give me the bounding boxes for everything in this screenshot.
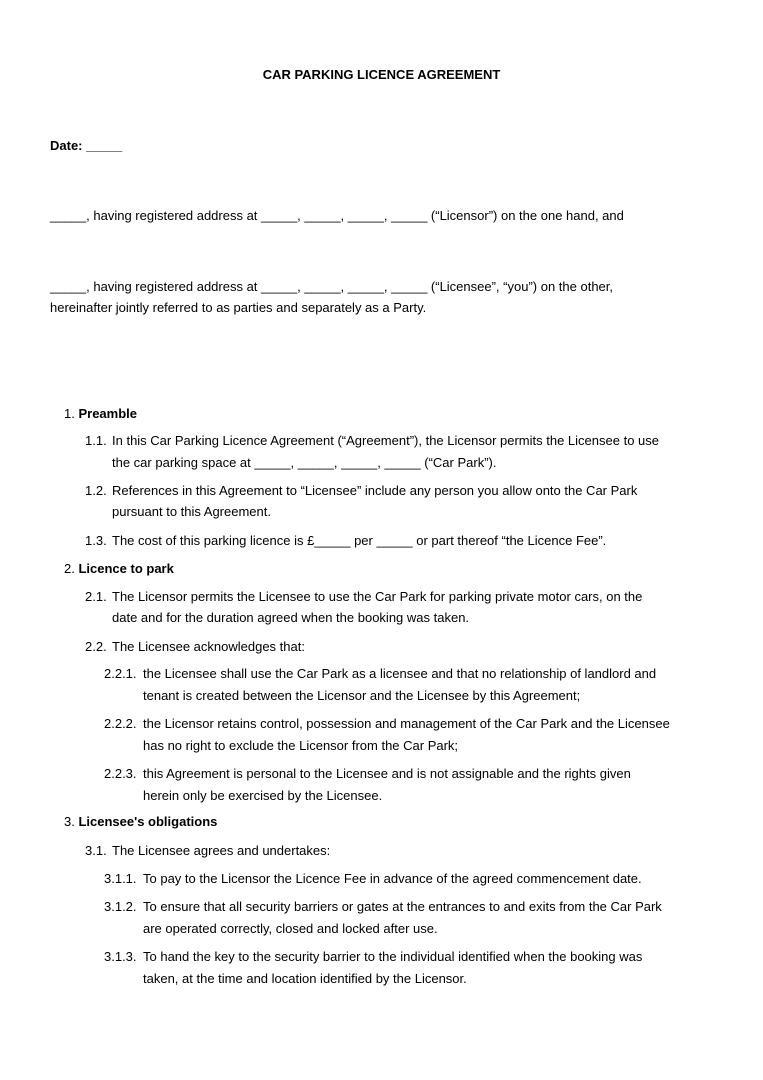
clause-1-1-line-2: the car parking space at _____, _____, _____, _____ (“Car Park”).: [112, 455, 497, 470]
section-3-heading: [64, 811, 217, 832]
clause-2-2-1-line-1: the Licensee shall use the Car Park as a licensee and that no relationship of landlord and: [143, 666, 657, 681]
section-title: Licence to park: [78, 561, 174, 576]
clause-3-1-2-line-1: To ensure that all security barriers or gates at the entrances to and exits from the Car Park: [143, 899, 662, 914]
section-title: Preamble: [78, 406, 138, 421]
section-number: 2.: [64, 561, 75, 576]
clause-1-2-line-2: pursuant to this Agreement.: [112, 504, 271, 519]
licensee-line-2: hereinafter jointly referred to as parties and separately as a Party.: [50, 300, 427, 315]
licensor-line: _____, having registered address at _____, _____, _____, _____ (“Licensor”) on the one hand, and: [50, 208, 624, 223]
clause-1-3-line-1: The cost of this parking licence is £_____ per _____ or part thereof “the Licence Fee”.: [112, 533, 607, 548]
clause-3-1-1-line-1: To pay to the Licensor the Licence Fee in advance of the agreed commencement date.: [143, 871, 642, 886]
clause-2-2-3-num: 2.2.3.: [104, 766, 137, 781]
section-number: 3.: [64, 814, 75, 829]
clause-1-1-num: 1.1.: [85, 433, 107, 448]
clause-2-2-1-num: 2.2.1.: [104, 666, 137, 681]
clause-2-2-line-1: The Licensee acknowledges that:: [112, 639, 305, 654]
clause-1-3-num: 1.3.: [85, 533, 107, 548]
section-2-heading: [64, 558, 174, 579]
section-1-heading: [64, 403, 137, 424]
clause-1-1-line-1: In this Car Parking Licence Agreement (“Agreement”), the Licensor permits the Licensee to use: [112, 433, 659, 448]
clause-2-1-num: 2.1.: [85, 589, 107, 604]
clause-3-1-line-1: The Licensee agrees and undertakes:: [112, 843, 331, 858]
clause-2-2-2-num: 2.2.2.: [104, 716, 137, 731]
clause-3-1-1-num: 3.1.1.: [104, 871, 137, 886]
clause-2-2-3-line-2: herein only be exercised by the Licensee.: [143, 788, 383, 803]
clause-2-2-2-line-2: has no right to exclude the Licensor from the Car Park;: [143, 738, 459, 753]
licensee-line-1: _____, having registered address at _____, _____, _____, _____ (“Licensee”, “you”) on the other,: [50, 279, 613, 294]
document-title: CAR PARKING LICENCE AGREEMENT: [262, 67, 501, 82]
section-title: Licensee's obligations: [78, 814, 218, 829]
clause-2-2-1-line-2: tenant is created between the Licensor and the Licensee by this Agreement;: [143, 688, 581, 703]
clause-2-2-num: 2.2.: [85, 639, 107, 654]
clause-2-1-line-2: date and for the duration agreed when the booking was taken.: [112, 610, 470, 625]
clause-1-2-line-1: References in this Agreement to “Licensee” include any person you allow onto the Car Park: [112, 483, 638, 498]
clause-3-1-3-line-2: taken, at the time and location identified by the Licensor.: [143, 971, 467, 986]
clause-2-2-2-line-1: the Licensor retains control, possession and management of the Car Park and the Licensee: [143, 716, 670, 731]
date-field: Date: _____: [50, 138, 123, 153]
clause-3-1-2-line-2: are operated correctly, closed and locked after use.: [143, 921, 438, 936]
clause-3-1-3-num: 3.1.3.: [104, 949, 137, 964]
clause-3-1-2-num: 3.1.2.: [104, 899, 137, 914]
clause-2-2-3-line-1: this Agreement is personal to the Licensee and is not assignable and the rights given: [143, 766, 631, 781]
clause-1-2-num: 1.2.: [85, 483, 107, 498]
section-number: 1.: [64, 406, 75, 421]
clause-2-1-line-1: The Licensor permits the Licensee to use the Car Park for parking private motor cars, on the: [112, 589, 643, 604]
clause-3-1-num: 3.1.: [85, 843, 107, 858]
clause-3-1-3-line-1: To hand the key to the security barrier to the individual identified when the booking was: [143, 949, 643, 964]
